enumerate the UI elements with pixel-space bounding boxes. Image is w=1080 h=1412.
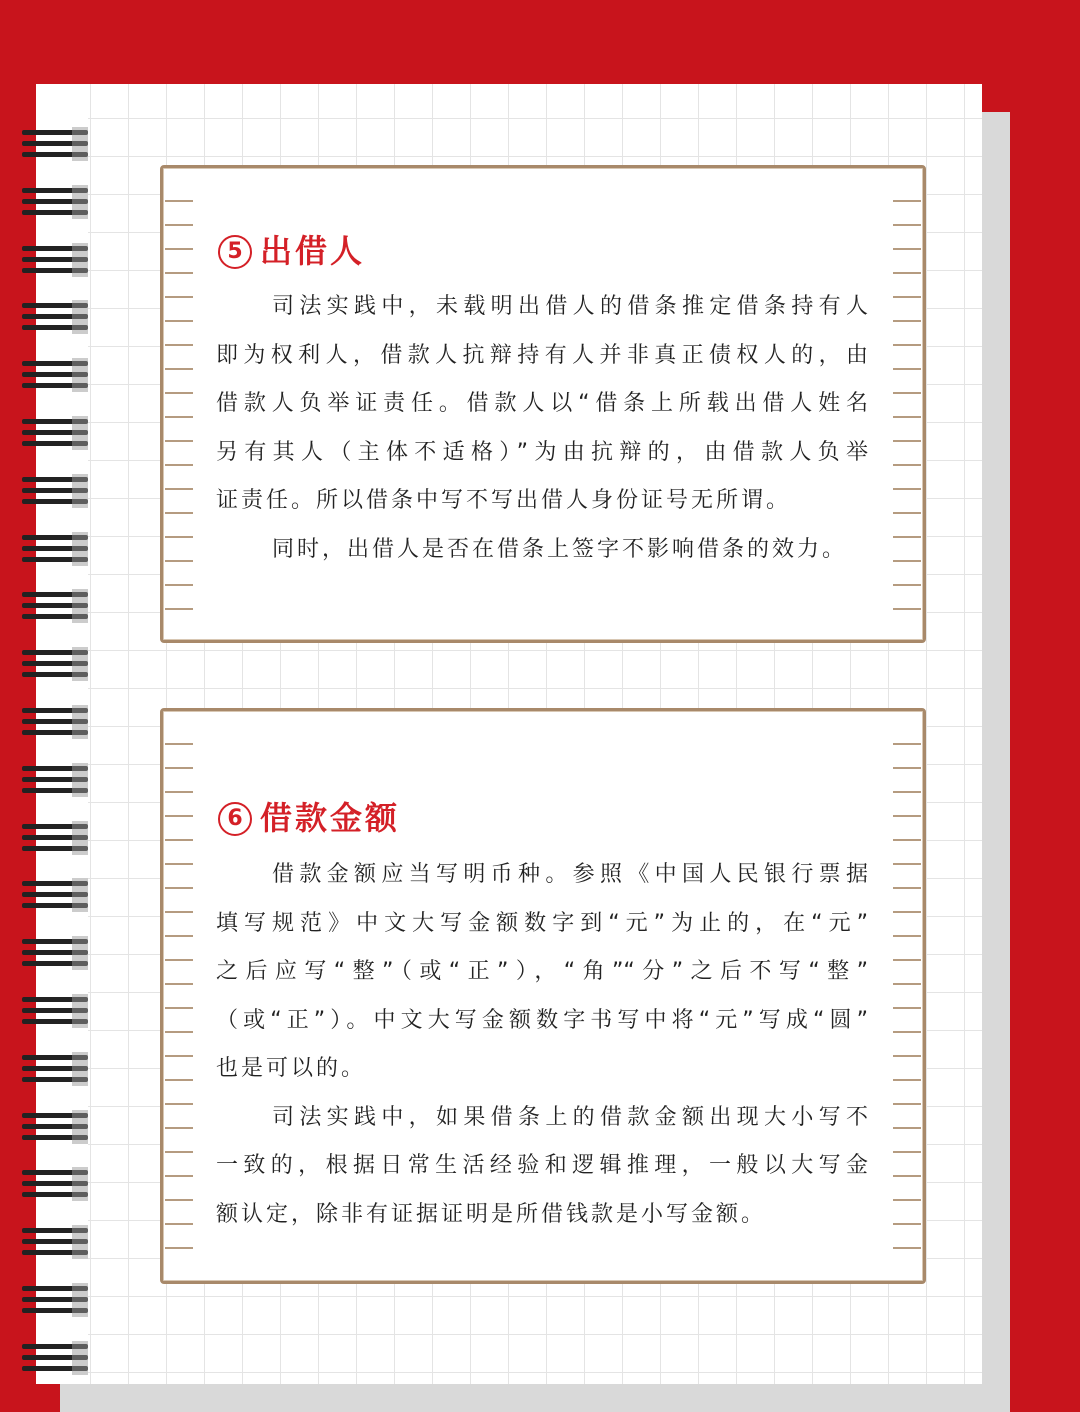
section-title [218,226,365,272]
spiral-ring [22,303,88,333]
paragraph-line: 借款金额应当写明币种。参照《中国人民银行票据 [272,862,868,887]
paragraph-line: 一致的，根据日常生活经验和逻辑推理，一般以大写金 [216,1153,868,1178]
card-edge-decoration [893,178,921,630]
spiral-ring [22,708,88,738]
spiral-ring [22,824,88,854]
paragraph-line: （或“正”）。中文大写金额数字书写中将“元”写成“圆” [216,1007,868,1033]
spiral-ring [22,881,88,911]
spiral-ring [22,650,88,680]
spiral-ring [22,766,88,796]
paragraph-line: 证责任。所以借条中写不写出借人身份证号无所谓。 [216,488,792,513]
section-body [216,283,868,574]
paragraph-line: 另有其人（主体不适格）”为由抗辩的，由借款人负举 [216,439,868,465]
circled-number-icon: 6 [218,802,252,836]
section-card-lender [160,165,926,643]
spiral-ring [22,188,88,218]
paragraph-line: 额认定，除非有证据证明是所借钱款是小写金额。 [216,1201,767,1227]
spiral-ring [22,419,88,449]
paragraph-line: 之后应写“整”（或“正”），“角”“分”之后不写“整” [216,959,868,984]
spiral-ring [22,997,88,1027]
spiral-ring [22,361,88,391]
section-title-text: 借款金额 [260,799,401,837]
paragraph-line: 同时，出借人是否在借条上签字不影响借条的效力。 [272,536,848,562]
spiral-ring [22,1113,88,1143]
spiral-ring [22,1228,88,1258]
spiral-ring [22,246,88,276]
paragraph-line: 借款人负举证责任。借款人以“借条上所载出借人姓名 [216,391,868,416]
paragraph-line: 也是可以的。 [216,1056,367,1081]
card-edge-decoration [165,178,193,630]
paragraph-line: 司法实践中，未载明出借人的借条推定借条持有人 [272,294,868,319]
spiral-ring [22,535,88,565]
paragraph-line: 即为权利人，借款人抗辩持有人并非真正债权人的，由 [216,342,868,368]
paragraph-line: 司法实践中，如果借条上的借款金额出现大小写不 [272,1104,868,1130]
spiral-ring [22,939,88,969]
card-edge-decoration [165,721,193,1271]
spiral-ring [22,1055,88,1085]
spiral-ring [22,1286,88,1316]
section-card-loan-amount [160,708,926,1284]
paragraph-line: 填写规范》中文大写金额数字到“元”为止的，在“元” [216,910,868,936]
circled-number-icon: 5 [218,235,252,269]
spiral-ring [22,1344,88,1374]
section-body [216,851,868,1239]
spiral-ring [22,592,88,622]
spiral-ring [22,477,88,507]
spiral-ring [22,1170,88,1200]
section-title-text: 出借人 [260,232,366,270]
card-edge-decoration [893,721,921,1271]
section-title [218,793,400,839]
spiral-ring [22,130,88,160]
